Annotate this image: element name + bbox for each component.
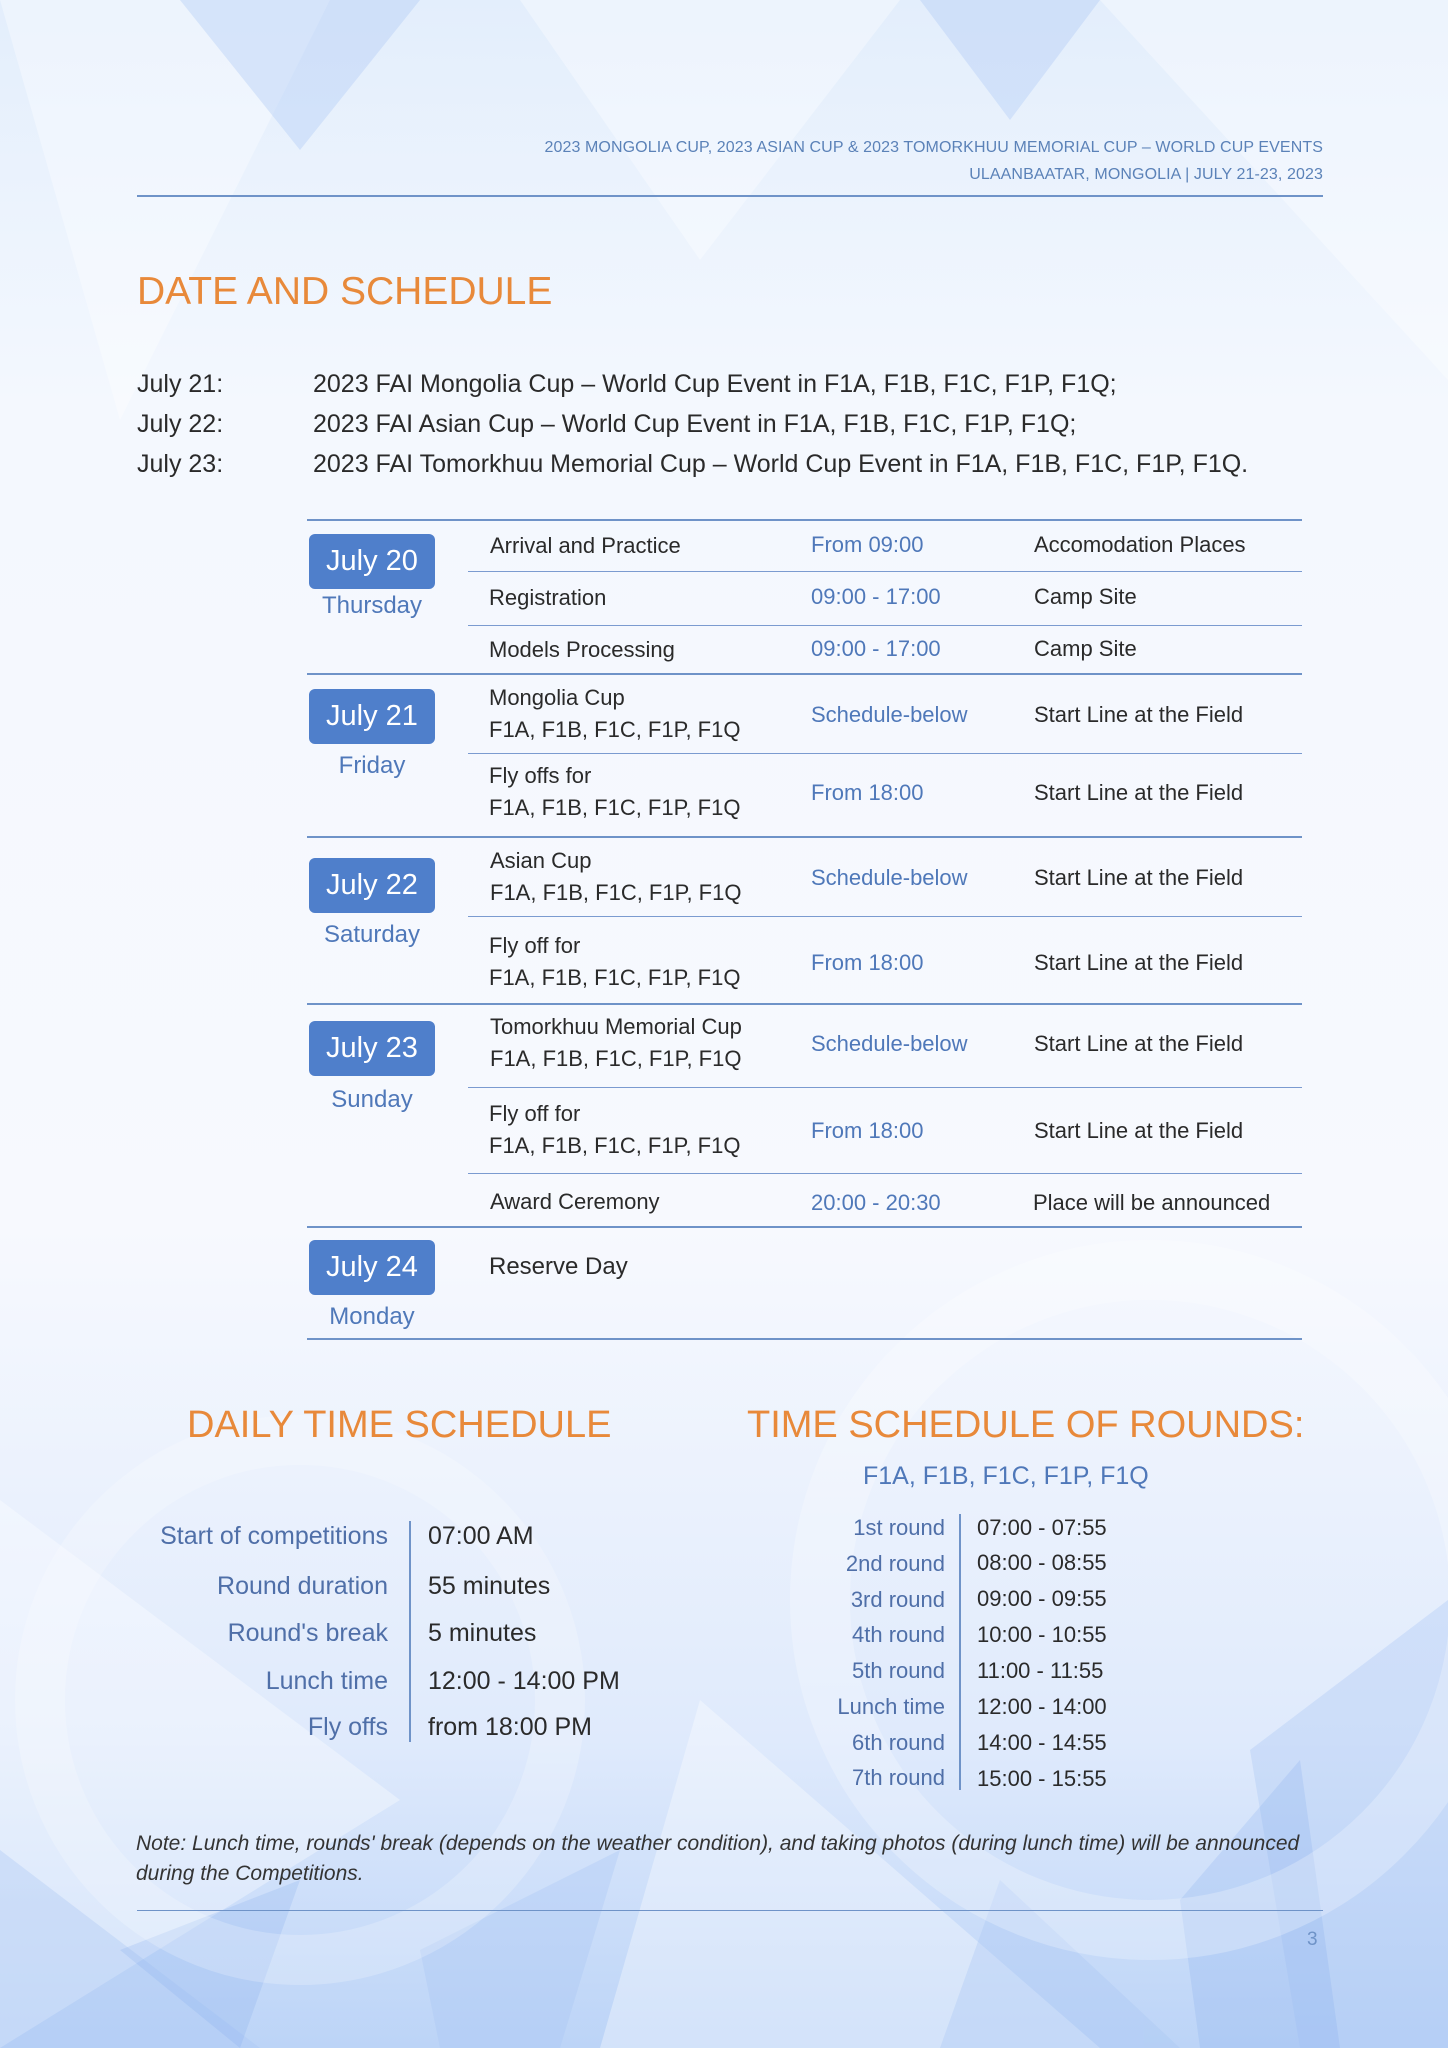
event-name: Fly off for: [489, 933, 581, 958]
row-separator: [468, 1087, 1302, 1088]
round-time: 08:00 - 08:55: [977, 1550, 1107, 1575]
round-label: Lunch time: [837, 1694, 945, 1719]
day-weekday: Monday: [329, 1303, 415, 1330]
intro-text: 2023 FAI Tomorkhuu Memorial Cup – World Cup Event in F1A, F1B, F1C, F1P, F1Q.: [313, 450, 1249, 478]
day-separator: [307, 1226, 1302, 1228]
event-name: Fly offs for: [489, 763, 592, 788]
event-time: Schedule-below: [811, 702, 968, 727]
event-time: From 18:00: [811, 1118, 924, 1143]
day-weekday: Saturday: [323, 921, 421, 948]
day-weekday: Thursday: [321, 592, 423, 619]
intro-text: 2023 FAI Mongolia Cup – World Cup Event in F1A, F1B, F1C, F1P, F1Q;: [313, 370, 1117, 398]
rounds-schedule-title: TIME SCHEDULE OF ROUNDS:: [747, 1404, 1305, 1446]
daily-schedule-title: DAILY TIME SCHEDULE: [187, 1404, 612, 1446]
event-classes: F1A, F1B, F1C, F1P, F1Q: [490, 880, 742, 905]
day-separator: [307, 836, 1302, 838]
event-classes: F1A, F1B, F1C, F1P, F1Q: [489, 965, 741, 990]
daily-value: 55 minutes: [428, 1572, 551, 1600]
row-separator: [468, 625, 1302, 626]
round-label: 6th round: [852, 1730, 945, 1755]
event-time: Schedule-below: [811, 865, 968, 890]
round-time: 14:00 - 14:55: [977, 1730, 1107, 1755]
event-name: Registration: [489, 585, 607, 610]
day-badge: July 20: [309, 534, 435, 589]
event-name: Models Processing: [489, 637, 675, 662]
intro-date: July 23:: [137, 450, 224, 478]
event-time: 09:00 - 17:00: [811, 636, 941, 661]
event-place: Start Line at the Field: [1034, 702, 1244, 727]
daily-label: Start of competitions: [160, 1522, 388, 1550]
round-time: 12:00 - 14:00: [977, 1694, 1107, 1719]
event-place: Start Line at the Field: [1034, 1118, 1244, 1143]
footnote: Note: Lunch time, rounds' break (depends on the weather condition), and taking photos (during lunch time) will be announced during the Competitions.: [136, 1832, 1300, 1885]
day-weekday: Friday: [338, 752, 406, 779]
round-label: 2nd round: [845, 1551, 945, 1576]
day-badge: July 23: [309, 1021, 435, 1076]
rounds-divider: [959, 1514, 961, 1790]
daily-label: Round duration: [217, 1572, 388, 1600]
event-time: Schedule-below: [811, 1031, 968, 1056]
day-separator: [307, 1003, 1302, 1005]
event-name: Award Ceremony: [490, 1189, 660, 1214]
footer-rule: [137, 1910, 1323, 1911]
round-time: 15:00 - 15:55: [977, 1766, 1107, 1791]
event-time: 09:00 - 17:00: [811, 584, 941, 609]
section-title: DATE AND SCHEDULE: [137, 270, 553, 313]
event-place: Camp Site: [1034, 584, 1137, 609]
event-place: Place will be announced: [1033, 1190, 1271, 1215]
round-time: 09:00 - 09:55: [977, 1586, 1107, 1611]
event-name: Fly off for: [489, 1101, 581, 1126]
header-event-title: 2023 MONGOLIA CUP, 2023 ASIAN CUP & 2023 TOMORKHUU MEMORIAL CUP – WORLD CUP EVENTS: [544, 139, 1323, 156]
event-name: Asian Cup: [490, 848, 592, 873]
event-place: Start Line at the Field: [1034, 780, 1244, 805]
event-place: Start Line at the Field: [1034, 950, 1244, 975]
event-time: From 18:00: [811, 780, 924, 805]
event-name: Mongolia Cup: [489, 685, 625, 710]
day-badge: July 24: [309, 1240, 435, 1295]
intro-date: July 22:: [137, 410, 224, 438]
event-time: From 09:00: [811, 532, 924, 557]
event-time: 20:00 - 20:30: [811, 1190, 941, 1215]
event-classes: F1A, F1B, F1C, F1P, F1Q: [489, 1133, 741, 1158]
event-classes: F1A, F1B, F1C, F1P, F1Q: [489, 717, 741, 742]
round-time: 11:00 - 11:55: [977, 1658, 1104, 1683]
round-label: 1st round: [853, 1515, 945, 1540]
row-separator: [468, 1173, 1302, 1174]
day-weekday: Sunday: [331, 1086, 413, 1113]
event-name: Reserve Day: [489, 1253, 628, 1280]
rounds-classes: F1A, F1B, F1C, F1P, F1Q: [863, 1462, 1149, 1490]
event-name: Tomorkhuu Memorial Cup: [490, 1014, 742, 1039]
event-classes: F1A, F1B, F1C, F1P, F1Q: [489, 795, 741, 820]
row-separator: [468, 571, 1302, 572]
day-separator: [307, 519, 1302, 521]
round-time: 10:00 - 10:55: [977, 1622, 1107, 1647]
day-separator: [307, 673, 1302, 675]
day-separator: [307, 1338, 1302, 1340]
event-place: Camp Site: [1034, 636, 1137, 661]
round-label: 3rd round: [850, 1587, 945, 1612]
round-label: 7th round: [852, 1765, 945, 1790]
intro-date: July 21:: [137, 370, 224, 398]
round-label: 4th round: [852, 1622, 945, 1647]
intro-text: 2023 FAI Asian Cup – World Cup Event in F1A, F1B, F1C, F1P, F1Q;: [313, 410, 1077, 438]
day-badge: July 21: [309, 689, 435, 744]
header-rule: [137, 195, 1323, 197]
event-name: Arrival and Practice: [490, 533, 681, 558]
event-place: Accomodation Places: [1034, 532, 1246, 557]
event-classes: F1A, F1B, F1C, F1P, F1Q: [490, 1046, 742, 1071]
event-place: Start Line at the Field: [1034, 1031, 1244, 1056]
day-badge: July 22: [309, 858, 435, 913]
row-separator: [468, 753, 1302, 754]
row-separator: [468, 916, 1302, 917]
daily-value: 07:00 AM: [428, 1522, 534, 1550]
header-location-dates: ULAANBAATAR, MONGOLIA | JULY 21-23, 2023: [969, 166, 1323, 183]
event-place: Start Line at the Field: [1034, 865, 1244, 890]
round-time: 07:00 - 07:55: [977, 1515, 1107, 1540]
daily-label: Round's break: [227, 1619, 388, 1647]
round-label: 5th round: [852, 1658, 945, 1683]
daily-value: 12:00 - 14:00 PM: [428, 1667, 620, 1695]
daily-label: Fly offs: [307, 1713, 388, 1741]
page-number: 3: [1307, 1929, 1318, 1950]
event-time: From 18:00: [811, 950, 924, 975]
daily-divider: [409, 1521, 411, 1742]
daily-label: Lunch time: [265, 1667, 388, 1695]
daily-value: from 18:00 PM: [428, 1713, 592, 1741]
daily-value: 5 minutes: [428, 1619, 537, 1647]
